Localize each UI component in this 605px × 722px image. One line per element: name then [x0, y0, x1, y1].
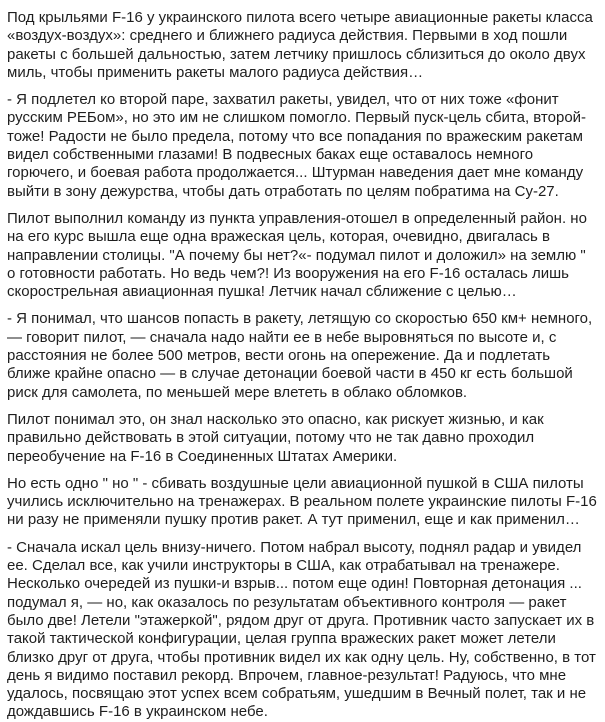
- article-paragraph: - Я подлетел ко второй паре, захватил ракеты, увидел, что от них тоже «фонит русским РЕБом», но это им не слишком помогло. Первый пуск-цель сбита, второй-тоже! Радости не было предела, потому что все попадания по вражеским ракетам видел собственными глазами! В подвесных баках еще оставалось немного горючего, и боевая работа продолжается... Штурман наведения дает мне команду выйти в зону дежурства, чтобы дать отработать по целям побратима на Су-27.: [7, 91, 587, 200]
- article-paragraph: Но есть одно " но " - сбивать воздушные цели авиационной пушкой в США пилоты учились исключительно на тренажерах. В реальном полете украинские пилоты F-16 ни разу не применяли пушку против ракет. А тут применил, еще и как применил…: [7, 474, 597, 529]
- article-paragraph: - Сначала искал цель внизу-ничего. Потом набрал высоту, поднял радар и увидел ее. Сделал все, как учили инструкторы в США, как отрабатывал на тренажере. Несколько очередей из пушки-и взрыв... потом еще один! Повторная детонация ... подумал я, — но, как оказалось по результатам объективного контроля — ракет было две! Летели "этажеркой", рядом друг от друга. Противник часто запускает их в такой тактической конфигурации, целая группа вражеских ракет может летели близко друг от друга, чтобы противник видел их как одну цель. Ну, собственно, в тот день я видимо поставил рекорд. Впрочем, главное-результат! Радуюсь, что мне удалось, посвящаю этот успех всем собратьям, ушедшим в Вечный полет, так и не дождавшись F-16 в украинском небе.: [7, 538, 596, 721]
- article-paragraph: Под крыльями F-16 у украинского пилота всего четыре авиационные ракеты класса «воздух-воздух»: среднего и ближнего радиуса действия. Первыми в ход пошли ракеты с большей дальностью, затем летчику пришлось сблизиться до около двух миль, чтобы применить ракеты малого радиуса действия…: [7, 9, 593, 81]
- article-paragraph: - Я понимал, что шансов попасть в ракету, летящую со скоростью 650 км+ немного, — говорит пилот, — сначала надо найти ее в небе выровняться по высоте и, с расстояния не более 500 метров, вести огонь на опережение. Да и подлетать ближе крайне опасно — в случае детонации боевой части в 450 кг есть большой риск для самолета, по меньшей мере влететь в облако обломков.: [7, 310, 593, 401]
- article-paragraph: Пилот понимал это, он знал насколько это опасно, как рискует жизнью, и как правильно действовать в этой ситуации, потому что не так давно проходил переобучение на F-16 в Соединенных Штатах Америки.: [7, 410, 544, 465]
- article-paragraph: Пилот выполнил команду из пункта управления-отошел в определенный район. но на его курс вышла еще одна вражеская цель, которая, очевидно, двигалась в направлении столицы. "А почему бы нет?«- подумал пилот и доложил» на землю " о готовности работать. Но ведь чем?! Из вооружения на его F-16 осталась лишь скорострельная авиационная пушка! Летчик начал сближение с целью…: [7, 209, 587, 301]
